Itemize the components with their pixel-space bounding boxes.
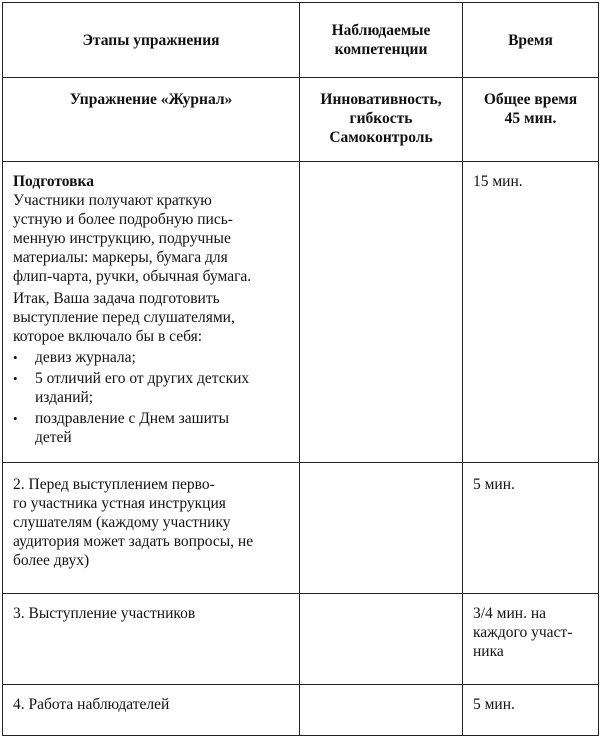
exercise-table xyxy=(2,2,599,736)
header-competencies: Наблюдаемые компетенции xyxy=(300,3,463,78)
table-header-row xyxy=(3,3,599,78)
step4-competencies xyxy=(300,685,463,736)
prep-row xyxy=(3,162,599,463)
bullet-icon: • xyxy=(13,371,18,386)
prep-paragraph-2: Итак, Ваша задача подготовить выступление перед слушателями, которое включало бы в себя: xyxy=(13,290,235,345)
step4-description: 4. Работа наблюдателей xyxy=(3,685,300,736)
step3-description: 3. Выступление участников xyxy=(3,594,300,685)
prep-paragraph-1: Участники получают краткую устную и более подробную пись- менную инструкцию, подручные материалы: маркеры, бумага для флип-чарта, ручки, обычная бумага. xyxy=(13,192,252,285)
step3-time: 3/4 мин. на каждого участ- ника xyxy=(463,594,599,685)
header-time xyxy=(463,3,599,78)
list-item: • девиз журнала; xyxy=(13,349,136,366)
header-time-label: Время xyxy=(508,31,553,49)
step3-competencies xyxy=(300,594,463,685)
header-stages-label: Этапы упражнения xyxy=(82,31,220,49)
exercise-title-row xyxy=(3,78,599,162)
list-item: • поздравление с Днем зашиты детей xyxy=(13,410,230,446)
list-item: • 5 отличий его от других детских изданий; xyxy=(13,370,250,406)
step4-row xyxy=(3,685,599,736)
bullet-icon: • xyxy=(13,350,18,365)
step2-competencies xyxy=(300,463,463,594)
step2-row xyxy=(3,463,599,594)
header-stages xyxy=(3,3,300,78)
step3-row xyxy=(3,594,599,685)
step2-description: 2. Перед выступлением перво- го участника устная инструкция слушателям (каждому участнику аудитория может задать вопросы, не более двух) xyxy=(3,463,300,594)
prep-time: 15 мин. xyxy=(463,162,599,463)
exercise-total-time: Общее время 45 мин. xyxy=(463,78,599,162)
step2-time: 5 мин. xyxy=(463,463,599,594)
step4-time: 5 мин. xyxy=(463,685,599,736)
prep-description xyxy=(3,162,300,463)
prep-competencies xyxy=(300,162,463,463)
exercise-competencies: Инновативность, гибкость Самоконтроль xyxy=(300,78,463,162)
bullet-icon: • xyxy=(13,411,18,426)
exercise-name: Упражнение «Журнал» xyxy=(3,78,300,162)
prep-title: Подготовка xyxy=(13,173,94,190)
